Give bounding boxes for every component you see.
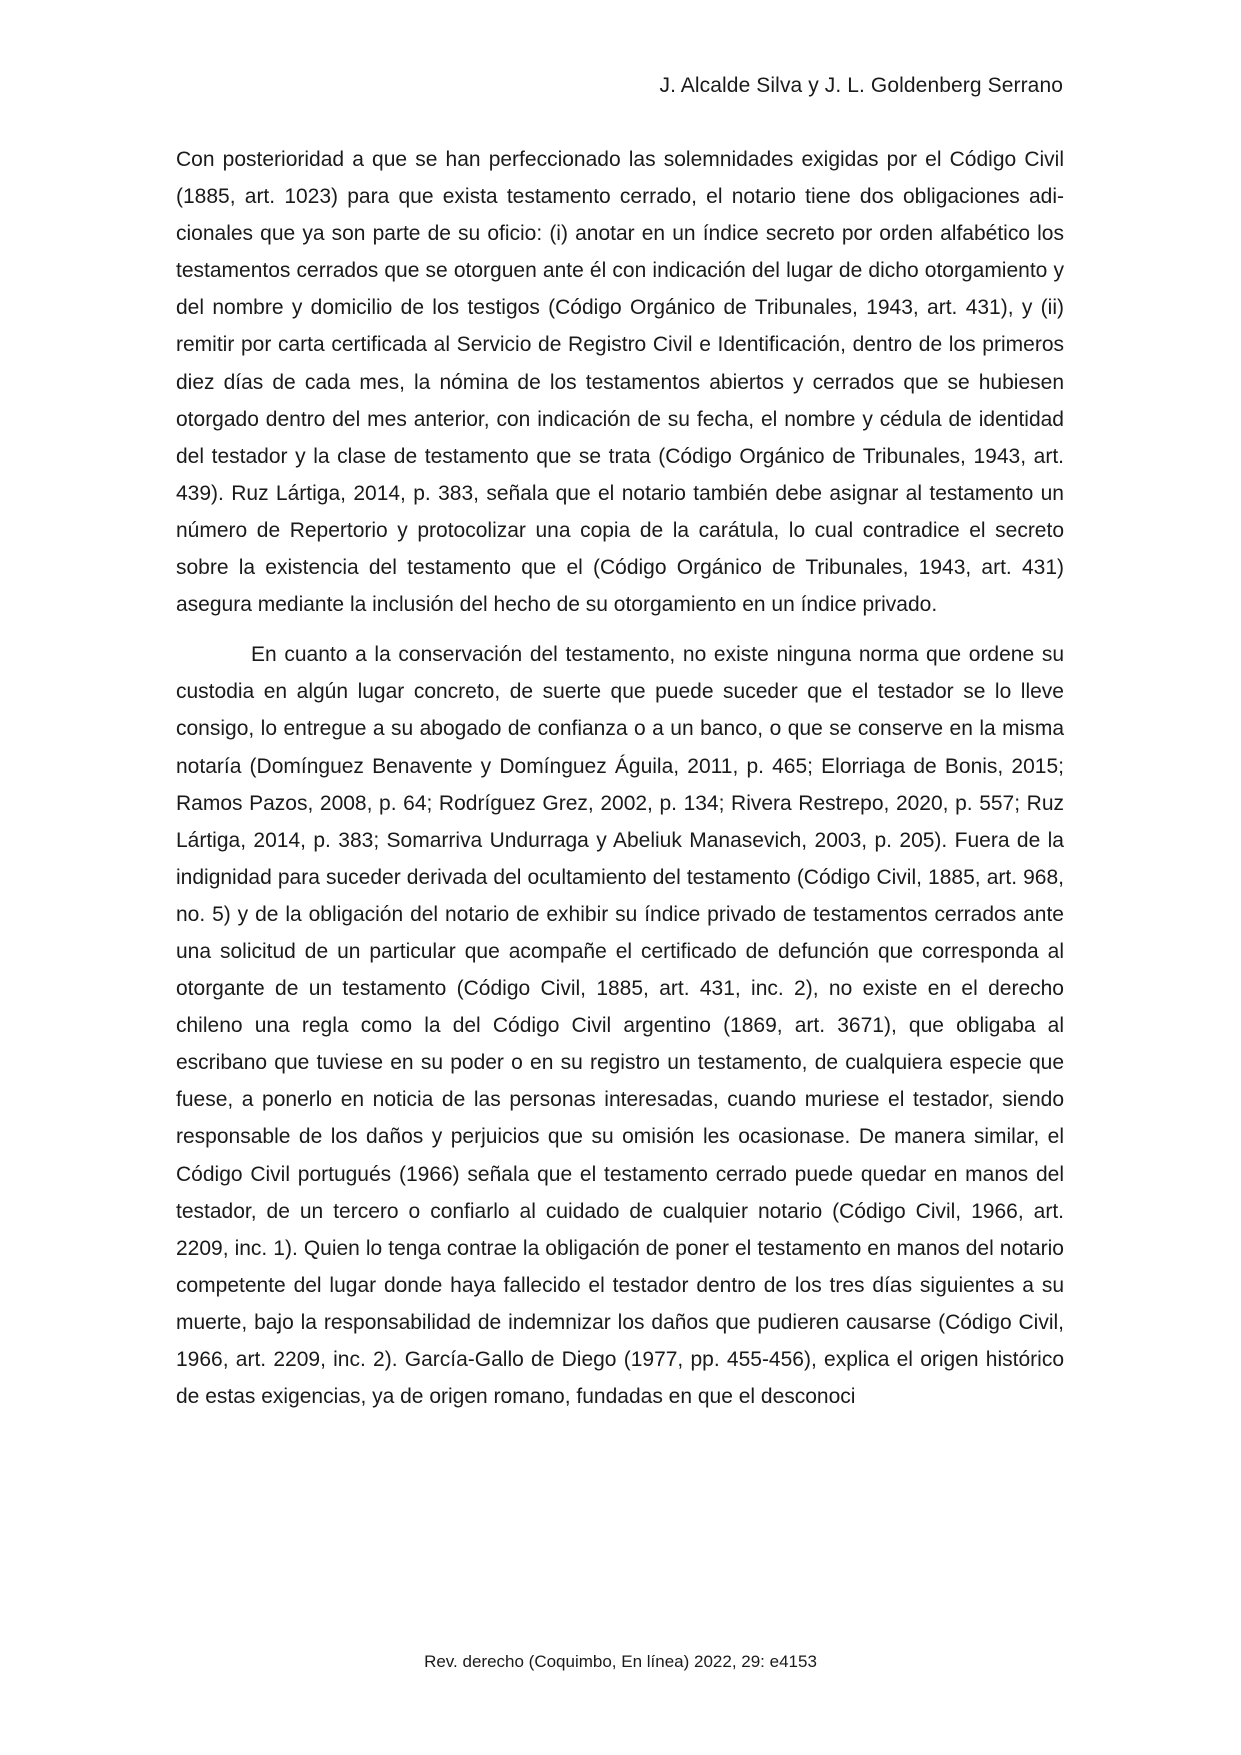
running-header: J. Alcalde Silva y J. L. Goldenberg Serrano xyxy=(659,74,1063,97)
page-footer-citation: Rev. derecho (Coquimbo, En línea) 2022, 29: e4153 xyxy=(424,1652,817,1671)
paragraph: En cuanto a la conservación del testamento, no existe ninguna norma que ordene su custodia en algún lugar concreto, de suerte que puede suceder que el testador se lo lleve consigo, lo entregue a su abogado de confianza o a un banco, o que se conserve en la misma notaría (Domínguez Benavente y Domínguez Águila, 2011, p. 465; Elorriaga de Bonis, 2015; Ramos Pazos, 2008, p. 64; Rodríguez Grez, 2002, p. 134; Rivera Restrepo, 2020, p. 557; Ruz Lártiga, 2014, p. 383; Somarriva Undurraga y Abeliuk Manasevich, 2003, p. 205). Fuera de la indignidad para suceder derivada del ocultamiento del testamento (Código Civil, 1885, art. 968, no. 5) y de la obligación del notario de exhibir su índice privado de testamentos cerrados ante una solicitud de un particular que acompañe el certificado de defunción que corresponda al otorgante de un testamento (Código Civil, 1885, art. 431, inc. 2), no existe en el derecho chileno una regla como la del Código Civil argentino (1869, art. 3671), que obligaba al escribano que tuviese en su poder o en su registro un testamento, de cualquiera especie que fuese, a ponerlo en noticia de las personas interesadas, cuando muriese el testador, siendo responsable de los daños y perjuicios que su omisión les ocasionase. De manera similar, el Código Civil portugués (1966) señala que el testamento cerrado puede quedar en manos del testador, de un tercero o confiarlo al cuidado de cualquier notario (Código Civil, 1966, art. 2209, inc. 1). Quien lo tenga contrae la obligación de poner el testamento en manos del notario competente del lugar donde haya fallecido el testador dentro de los tres días siguientes a su muerte, bajo la responsabilidad de indemnizar los daños que pudieren causarse (Código Civil, 1966, art. 2209, inc. 2). García-Gallo de Diego (1977, pp. 455-456), explica el origen histórico de estas exigencias, ya de origen romano, fundadas en que el desconoci xyxy=(176,643,1064,1409)
body-text xyxy=(176,141,1064,1415)
paragraph: Con posterioridad a que se han perfeccionado las solemnidades exigidas por el Código Civil (1885, art. 1023) para que exista testamento cerrado, el notario tiene dos obligaciones adicionales que ya son parte de su oficio: (i) anotar en un índice secreto por orden alfabético los testamentos cerrados que se otorguen ante él con indicación del lugar de dicho otorgamiento y del nombre y domicilio de los testigos (Código Orgánico de Tribunales, 1943, art. 431), y (ii) remitir por carta certificada al Servicio de Registro Civil e Identificación, dentro de los primeros diez días de cada mes, la nómina de los testamentos abiertos y cerrados que se hubiesen otorgado dentro del mes anterior, con indicación de su fecha, el nombre y cédula de identidad del testador y la clase de testamento que se trata (Código Orgánico de Tribunales, 1943, art. 439). Ruz Lártiga, 2014, p. 383, señala que el notario también debe asignar al testamento un número de Repertorio y protocolizar una copia de la carátula, lo cual contradice el secreto sobre la existencia del testamento que el (Código Orgánico de Tribunales, 1943, art. 431) asegura mediante la inclusión del hecho de su otorgamiento en un índice privado. xyxy=(176,148,1064,617)
